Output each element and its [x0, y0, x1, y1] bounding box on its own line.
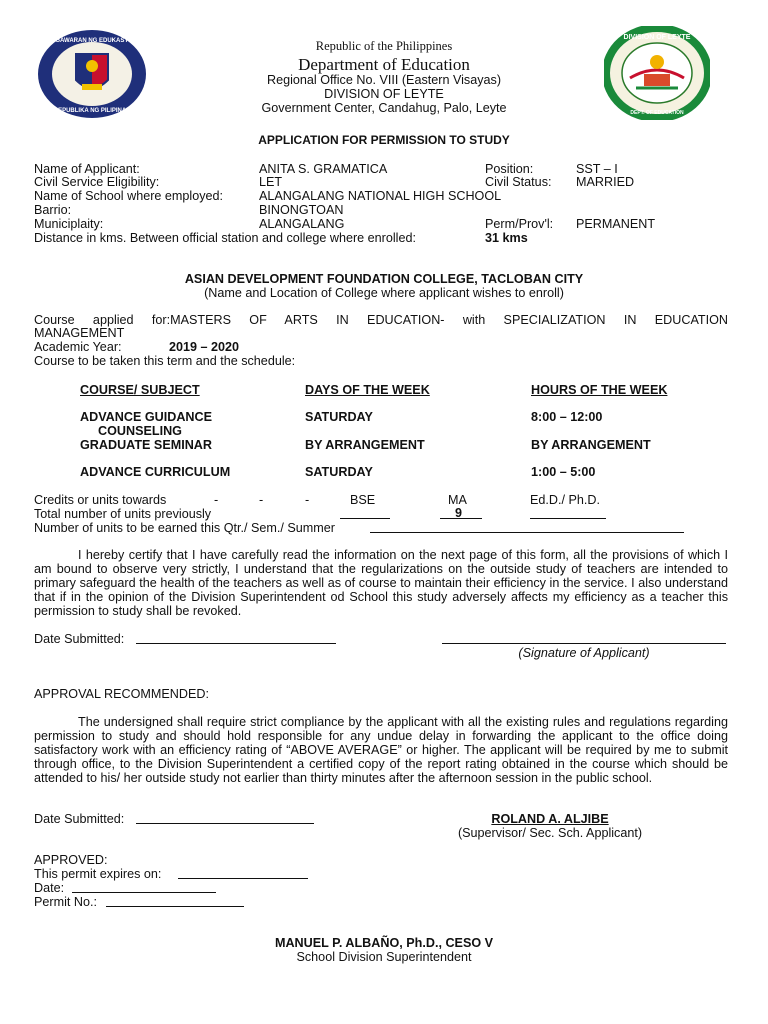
eligibility-label: Civil Service Eligibility: [34, 175, 160, 189]
perm-label: Perm/Prov'l: [485, 217, 554, 231]
superintendent-title: School Division Superintendent [296, 950, 472, 964]
svg-text:KAGAWARAN NG EDUKASYON: KAGAWARAN NG EDUKASYON [46, 38, 138, 44]
header-department: Department of Education [298, 55, 470, 74]
bse-units-blank[interactable] [340, 507, 390, 519]
superintendent-name: MANUEL P. ALBAÑO, Ph.D., CESO V [274, 936, 494, 950]
permit-no-label: Permit No.: [34, 895, 97, 909]
college-name: ASIAN DEVELOPMENT FOUNDATION COLLEGE, TACLOBAN CITY [184, 272, 584, 286]
date-label: Date: [34, 881, 65, 895]
academic-year-label: Academic Year: [34, 340, 122, 354]
approval-recommended-label: APPROVAL RECOMMENDED: [34, 687, 209, 701]
position-value: SST – I [576, 162, 618, 176]
perm-value: PERMANENT [576, 217, 656, 231]
credits-bse: BSE [350, 493, 376, 507]
credits-edd: Ed.D./ Ph.D. [530, 493, 600, 507]
signature-label: (Signature of Applicant) [518, 646, 650, 660]
barrio-label: Barrio: [34, 203, 72, 217]
to-earn-label: Number of units to be earned this Qtr./ Sem./ Summer [34, 521, 335, 535]
svg-text:DIVISION OF LEYTE: DIVISION OF LEYTE [623, 34, 691, 41]
municipality-value: ALANGALANG [259, 217, 345, 231]
eligibility-value: LET [259, 175, 283, 189]
svg-text:REPUBLIKA NG PILIPINAS: REPUBLIKA NG PILIPINAS [53, 108, 131, 114]
credits-dash: - [214, 493, 219, 507]
schedule-header-days: DAYS OF THE WEEK [305, 383, 430, 397]
credits-ma: MA [448, 493, 467, 507]
schedule-row-hours: 1:00 – 5:00 [531, 465, 596, 479]
schedule-row-hours: 8:00 – 12:00 [531, 410, 603, 424]
civil-status-label: Civil Status: [485, 175, 552, 189]
barrio-value: BINONGTOAN [259, 203, 344, 217]
schedule-row-subject: ADVANCE CURRICULUM [80, 465, 231, 479]
date-submitted-label: Date Submitted: [34, 812, 125, 826]
date-submitted-blank[interactable] [136, 632, 336, 644]
credits-dash: - [259, 493, 264, 507]
school-label: Name of School where employed: [34, 189, 224, 203]
date-submitted-label: Date Submitted: [34, 632, 125, 646]
signature-line[interactable] [442, 632, 726, 644]
name-label: Name of Applicant: [34, 162, 140, 176]
header-address: Government Center, Candahug, Palo, Leyte [261, 101, 507, 115]
approved-label: APPROVED: [34, 853, 108, 867]
expires-blank[interactable] [178, 867, 308, 879]
header-republic: Republic of the Philippines [315, 39, 453, 53]
date-blank[interactable] [72, 881, 216, 893]
supervisor-name: ROLAND A. ALJIBE [491, 812, 609, 826]
schedule-row-days: SATURDAY [305, 410, 373, 424]
name-value: ANITA S. GRAMATICA [259, 162, 388, 176]
credits-label: Credits or units towards [34, 493, 167, 507]
position-label: Position: [485, 162, 534, 176]
municipality-label: Municiplaity: [34, 217, 104, 231]
form-title: APPLICATION FOR PERMISSION TO STUDY [258, 133, 510, 147]
credits-dash: - [305, 493, 310, 507]
approval-paragraph: The undersigned shall require strict compliance by the applicant with all the existing rules and regulations regarding permission to study and should hold responsible for any undue delay in forwarding the applicant to the office doing satisfactory work with an efficiency rating of “ABOVE AVERAGE” or higher. The applicant will be required by me to submit through office, to the Division Superintendent a certified copy of the report rating obtained in the course which should be attended to his/ her outside study not earlier than thirty minutes after the afternoon session in the public school. [34, 715, 728, 785]
supervisor-title: (Supervisor/ Sec. Sch. Applicant) [457, 826, 643, 840]
course-line1: Course applied for:MASTERS OF ARTS IN EDUCATION- with SPECIALIZATION IN EDUCATION [34, 313, 728, 327]
schedule-header-subject: COURSE/ SUBJECT [80, 383, 200, 397]
to-earn-blank[interactable] [370, 521, 684, 533]
schedule-label: Course to be taken this term and the schedule: [34, 354, 296, 368]
civil-status-value: MARRIED [576, 175, 635, 189]
header-division: DIVISION OF LEYTE [324, 87, 444, 101]
distance-value: 31 kms [485, 231, 528, 245]
schedule-row-days: BY ARRANGEMENT [305, 438, 425, 452]
ma-units-value: 9 [455, 506, 463, 520]
schedule-row-subject: GRADUATE SEMINAR [80, 438, 213, 452]
svg-text:DEPT. OF EDUCATION: DEPT. OF EDUCATION [630, 110, 684, 116]
expires-label: This permit expires on: [34, 867, 162, 881]
previous-units-label: Total number of units previously [34, 507, 212, 521]
date-submitted-blank[interactable] [136, 812, 314, 824]
schedule-row-days: SATURDAY [305, 465, 373, 479]
schedule-row-hours: BY ARRANGEMENT [531, 438, 651, 452]
division-of-leyte-seal [604, 26, 710, 120]
schedule-row-subject: ADVANCE GUIDANCE [80, 410, 213, 424]
edd-units-blank[interactable] [530, 507, 606, 519]
school-value: ALANGALANG NATIONAL HIGH SCHOOL [259, 189, 502, 203]
permit-no-blank[interactable] [106, 895, 244, 907]
certification-paragraph: I hereby certify that I have carefully read the information on the next page of this form, all the provisions of which I am bound to observe very strictly, I understand that the regularizations on the outside study of teachers are intended to primary safeguard the health of the teachers as well as of course to maintain their efficiency in the service. I also understand that if in the opinion of the Division Superintendent od School this study adversely affects my efficiency as a teacher this permission to study shall be revoked. [34, 548, 728, 618]
header-region: Regional Office No. VIII (Eastern Visayas) [266, 73, 502, 87]
schedule-row-subject-cont: COUNSELING [98, 424, 182, 438]
course-line2: MANAGEMENT [34, 326, 125, 340]
deped-seal [36, 28, 148, 120]
college-note: (Name and Location of College where applicant wishes to enroll) [204, 286, 564, 300]
distance-label: Distance in kms. Between official station and college where enrolled: [34, 231, 416, 245]
schedule-header-hours: HOURS OF THE WEEK [531, 383, 668, 397]
academic-year-value: 2019 – 2020 [169, 340, 240, 354]
